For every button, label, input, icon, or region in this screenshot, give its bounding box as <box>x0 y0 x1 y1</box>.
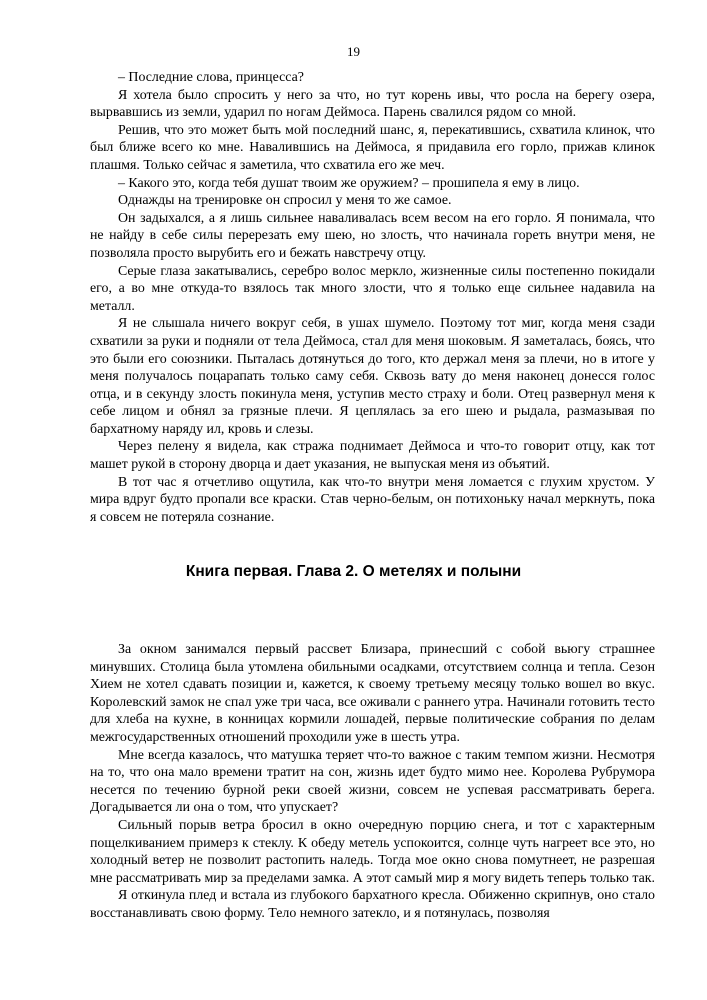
paragraph: Решив, что это может быть мой последний шанс, я, перекатившись, схватила клинок, что был ближе всего ко мне. Навалившись на Деймоса, я придавила его горло, прижав клинок плашмя. Только сейчас я заметила, что схватила его же меч. <box>90 122 655 173</box>
chapter-title: Книга первая. Глава 2. О метелях и полыни <box>185 563 522 580</box>
paragraph: – Последние слова, принцесса? <box>118 70 304 85</box>
paragraph: – Какого это, когда тебя душат твоим же оружием? – прошипела я ему в лицо. <box>118 175 580 191</box>
page-number: 19 <box>347 44 360 59</box>
paragraph: Он задыхался, а я лишь сильнее наваливалась всем весом на его горло. Я понимала, что не найду в себе силы перерезать ему шею, но злость, что начинала гореть внутри меня, не позволяла просто вырубить его и бежать навстречу отцу. <box>90 210 655 261</box>
paragraph: Через пелену я видела, как стража поднимает Деймоса и что-то говорит отцу, как тот машет рукой в сторону дворца и дает указания, не выпуская меня из объятий. <box>90 439 655 473</box>
paragraph: Я откинула плед и встала из глубокого бархатного кресла. Обиженно скрипнув, оно стало восстанавливать свою форму. Тело немного затекло, и я потянулась, позволяя <box>90 888 655 921</box>
paragraph: Мне всегда казалось, что матушка теряет что-то важное с таким темпом жизни. Несмотря на то, что она мало времени тратит на сон, жизнь идет будто мимо нее. Королева Рубрумора несется по течению бурной реки своей жизни, совсем не успевая рассматривать берега. Догадывается ли она о том, что упускает? <box>90 747 655 816</box>
paragraph: Серые глаза закатывались, серебро волос меркло, жизненные силы постепенно покидали его, а во мне откуда-то взялось так много злости, что я только еще сильнее надавила на металл. <box>90 263 655 314</box>
paragraph: Однажды на тренировке он спросил у меня то же самое. <box>118 193 452 209</box>
paragraph: Я хотела было спросить у него за что, но тут корень ивы, что росла на берегу озера, вырвавшись из земли, ударил по ногам Деймоса. Парень свалился рядом со мной. <box>90 87 655 121</box>
paragraph: В тот час я отчетливо ощутила, как что-то внутри меня ломается с глухим хрустом. У мира вдруг будто пропали все краски. Став черно-белым, он потихоньку начал меркнуть, пока я совсем не потеряла сознание. <box>90 474 655 525</box>
paragraph: Я не слышала ничего вокруг себя, в ушах шумело. Поэтому тот миг, когда меня сзади схватили за руки и подняли от тела Деймоса, стал для меня шоковым. Я заметалась, боясь, что это были его союзники. Пыталась дотянуться до того, кто держал меня за плечи, но в итоге у меня получалось поцарапать только саму себя. Сквозь вату до меня наконец донесся голос отца, и в секунду злость покинула меня, уступив место страху и боли. Отец развернул меня к себе лицом и обнял за грязные плечи. Я цеплялась за его шею и рыдала, размазывая по бархатному наряду ил, кровь и слезы. <box>90 316 655 437</box>
paragraph: За окном занимался первый рассвет Близара, принесший с собой вьюгу страшнее минувших. Столица была утомлена обильными осадками, отсутствием солнца и тепла. Сезон Хием не хотел сдавать позиции и, кажется, к своему третьему месяцу только вошел во вкус. Королевский замок не спал уже три часа, все оживали с раннего утра. Начинали готовить тесто для хлеба на кухне, в конницах кормили лошадей, первые политические собрания по делам межгосударственных отношений проходили уже в шесть утра. <box>90 642 655 745</box>
paragraph: Сильный порыв ветра бросил в окно очередную порцию снега, и тот с характерным пощелкиванием примерз к стеклу. К обеду метель успокоится, солнце чуть нагреет все это, но холодный ветер не позволит растопить наледь. Тогда мое окно снова помутнеет, не разрешая мне рассматривать мир за пределами замка. А этот самый мир я могу видеть теперь только так. <box>90 817 655 886</box>
chapter-2-text <box>90 641 655 923</box>
chapter-1-ending-text <box>90 69 655 526</box>
